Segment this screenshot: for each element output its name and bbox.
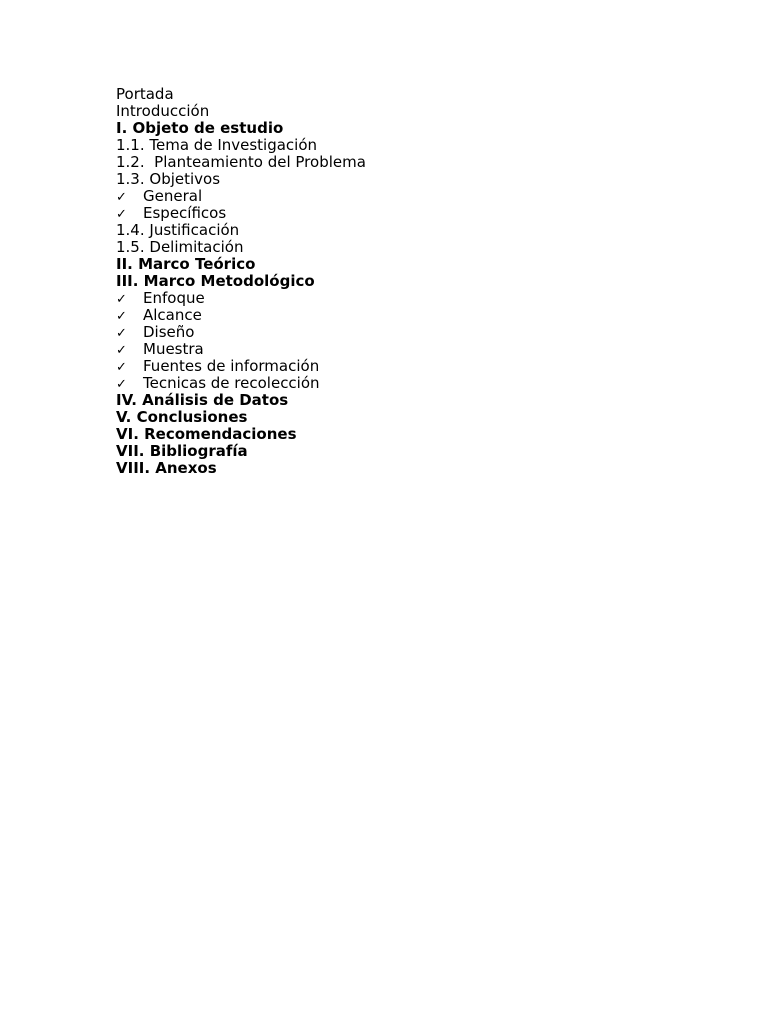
- toc-item-label: 1.1. Tema de Investigación: [116, 136, 318, 154]
- toc-item-label: Muestra: [143, 340, 204, 358]
- toc-item: [116, 86, 366, 103]
- toc-checked-item: [116, 188, 366, 205]
- table-of-contents: [116, 86, 366, 477]
- checkmark-icon: ✓: [116, 292, 127, 307]
- toc-item: [116, 137, 366, 154]
- toc-section-heading: [116, 426, 366, 443]
- toc-item-label: VI. Recomendaciones: [116, 425, 297, 443]
- toc-item-label: V. Conclusiones: [116, 408, 248, 426]
- toc-item-label: VII. Bibliografía: [116, 442, 248, 460]
- checkmark-icon: ✓: [116, 309, 127, 324]
- toc-item-label: I. Objeto de estudio: [116, 119, 284, 137]
- checkmark-icon: ✓: [116, 377, 127, 392]
- toc-item: [116, 154, 366, 171]
- toc-item-label: Fuentes de información: [143, 357, 320, 375]
- toc-item: [116, 171, 366, 188]
- toc-section-heading: [116, 443, 366, 460]
- checkmark-icon: ✓: [116, 190, 127, 205]
- toc-section-heading: [116, 392, 366, 409]
- toc-item-label: 1.4. Justificación: [116, 221, 240, 239]
- toc-item: [116, 103, 366, 120]
- toc-item-label: Específicos: [143, 204, 227, 222]
- checkmark-icon: ✓: [116, 326, 127, 341]
- toc-checked-item: [116, 358, 366, 375]
- toc-item-label: 1.3. Objetivos: [116, 170, 221, 188]
- checkmark-icon: ✓: [116, 343, 127, 358]
- toc-checked-item: [116, 375, 366, 392]
- toc-section-heading: [116, 409, 366, 426]
- toc-item-label: Introducción: [116, 102, 210, 120]
- toc-checked-item: [116, 324, 366, 341]
- toc-checked-item: [116, 205, 366, 222]
- checkmark-icon: ✓: [116, 207, 127, 222]
- toc-item-label: Portada: [116, 85, 174, 103]
- toc-item-label: Alcance: [143, 306, 202, 324]
- toc-checked-item: [116, 290, 366, 307]
- checkmark-icon: ✓: [116, 360, 127, 375]
- toc-item-label: VIII. Anexos: [116, 459, 217, 477]
- toc-checked-item: [116, 341, 366, 358]
- toc-item-label: 1.2. Planteamiento del Problema: [116, 153, 366, 171]
- toc-item: [116, 222, 366, 239]
- toc-section-heading: [116, 273, 366, 290]
- toc-checked-item: [116, 307, 366, 324]
- toc-section-heading: [116, 460, 366, 477]
- toc-item-label: Tecnicas de recolección: [143, 374, 320, 392]
- toc-item-label: IV. Análisis de Datos: [116, 391, 289, 409]
- toc-section-heading: [116, 120, 366, 137]
- toc-item-label: Diseño: [143, 323, 195, 341]
- toc-section-heading: [116, 256, 366, 273]
- toc-item: [116, 239, 366, 256]
- toc-item-label: 1.5. Delimitación: [116, 238, 244, 256]
- toc-item-label: II. Marco Teórico: [116, 255, 256, 273]
- toc-item-label: Enfoque: [143, 289, 205, 307]
- toc-item-label: III. Marco Metodológico: [116, 272, 315, 290]
- toc-item-label: General: [143, 187, 203, 205]
